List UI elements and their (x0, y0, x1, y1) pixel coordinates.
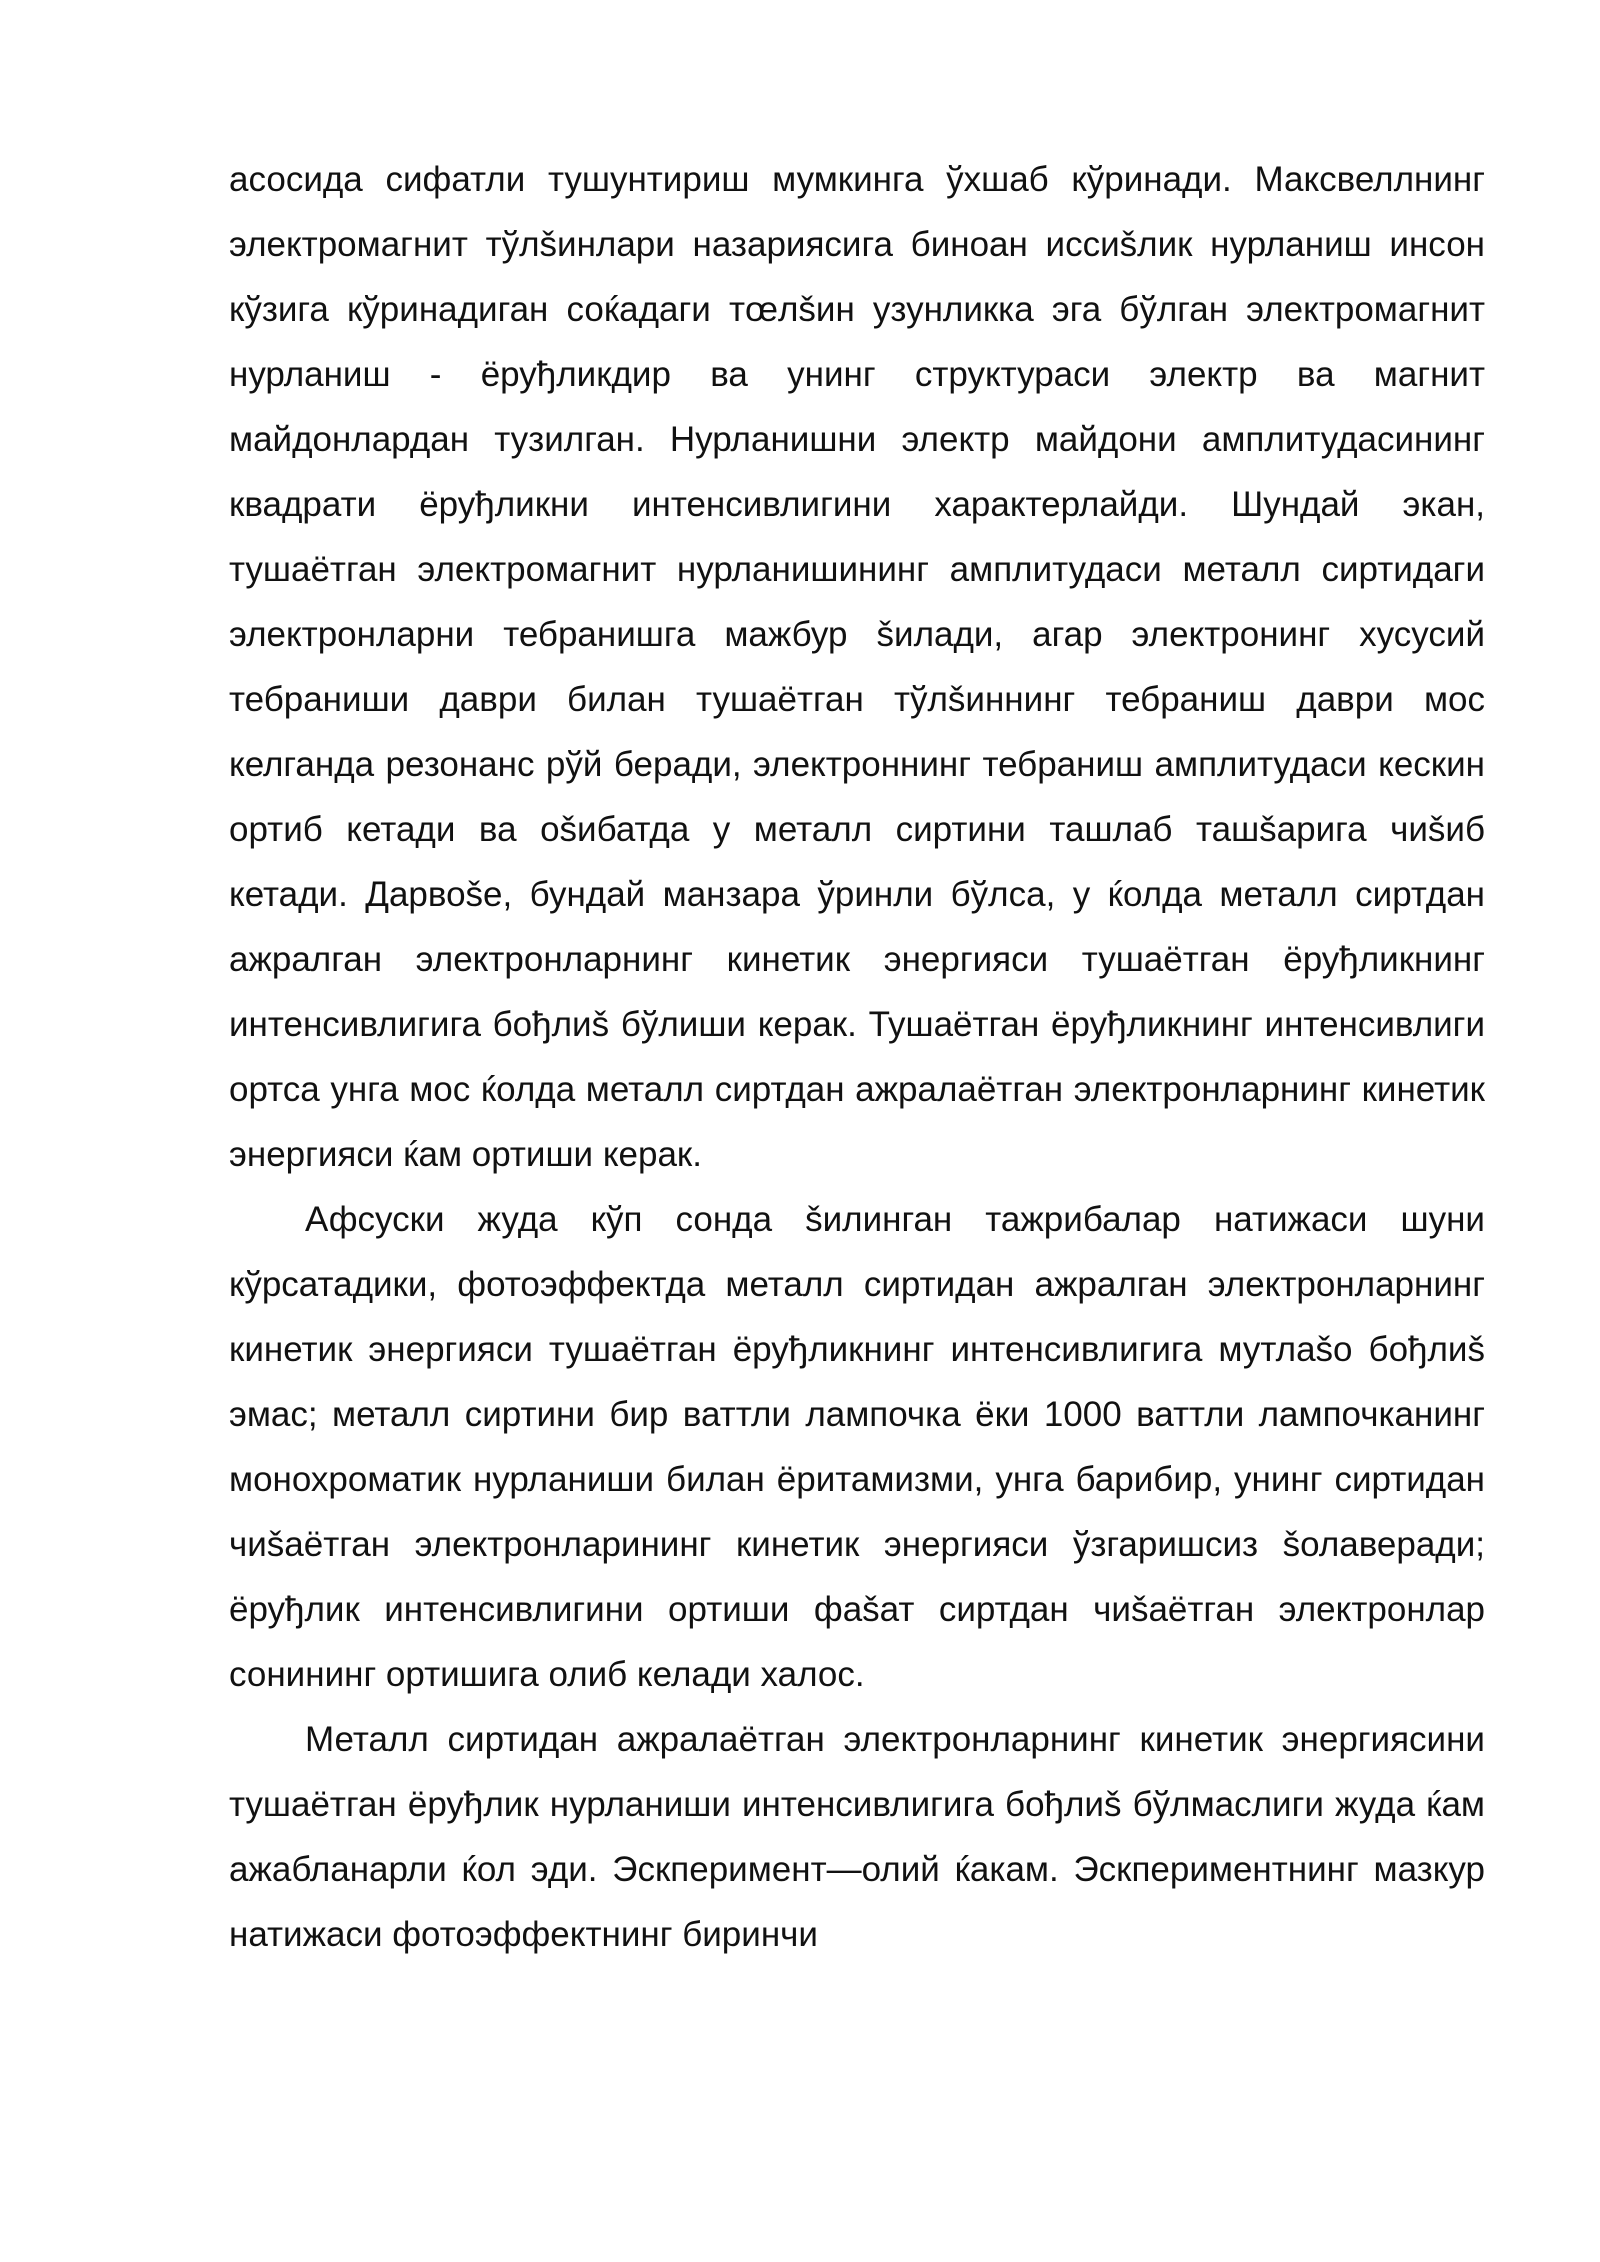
paragraph-3: Металл сиртидан ажралаётган электронларнинг кинетик энергиясини тушаётган ёруђлик нурланиши интенсивлигига бођлиš бўлмаслиги жуда ќам ажабланарли ќол эди. Эскперимент—олий ќакам. Эскпериментнинг мазкур натижаси фотоэффектнинг биринчи (229, 1720, 1485, 1954)
paragraph-2: Афсуски жуда кўп сонда šилинган тажрибалар натижаси шуни кўрсатадики, фотоэффектда металл сиртидан ажралган электронларнинг кинетик энергияси тушаётган ёруђликнинг интенсивлигига мутлašо бођлиš эмас; металл сиртини бир ваттли лампочка ёки 1000 ваттли лампочканинг монохроматик нурланиши билан ёритамизми, унга барибир, унинг сиртидан чиšаётган электронларининг кинетик энергияси ўзгаришсиз šолаверади; ёруђлик интенсивлигини ортиши фašат сиртдан чиšаётган электронлар сонининг ортишига олиб келади халос. (229, 1200, 1485, 1694)
paragraph-1: асосида сифатли тушунтириш мумкинга ўхшаб кўринади. Максвеллнинг электромагнит тўлšинлари назариясига биноан иссиšлик нурланиш инсон кўзига кўринадиган соќадаги тœлšин узунликка эга бўлган электромагнит нурланиш - ёруђликдир ва унинг структураси электр ва магнит майдонлардан тузилган. Нурланишни электр майдони амплитудасининг квадрати ёруђликни интенсивлигини характерлайди. Шундай экан, тушаётган электромагнит нурланишининг амплитудаси металл сиртидаги электронларни тебранишга мажбур šилади, агар электронинг хусусий тебраниши даври билан тушаётган тўлšиннинг тебраниш даври мос келганда резонанс рўй беради, электроннинг тебраниш амплитудаси кескин ортиб кетади ва ošибатда у металл сиртини ташлаб ташšарига чиšиб кетади. Дарвоšе, бундай манзара ўринли бўлса, у ќолда металл сиртдан ажралган электронларнинг кинетик энергияси тушаётган ёруђликнинг интенсивлигига бођлиš бўлиши керак. Тушаётган ёруђликнинг интенсивлиги ортса унга мос ќолда металл сиртдан ажралаётган электронларнинг кинетик энергияси ќам ортиши керак. (229, 160, 1485, 1174)
document-body (229, 147, 1485, 1967)
